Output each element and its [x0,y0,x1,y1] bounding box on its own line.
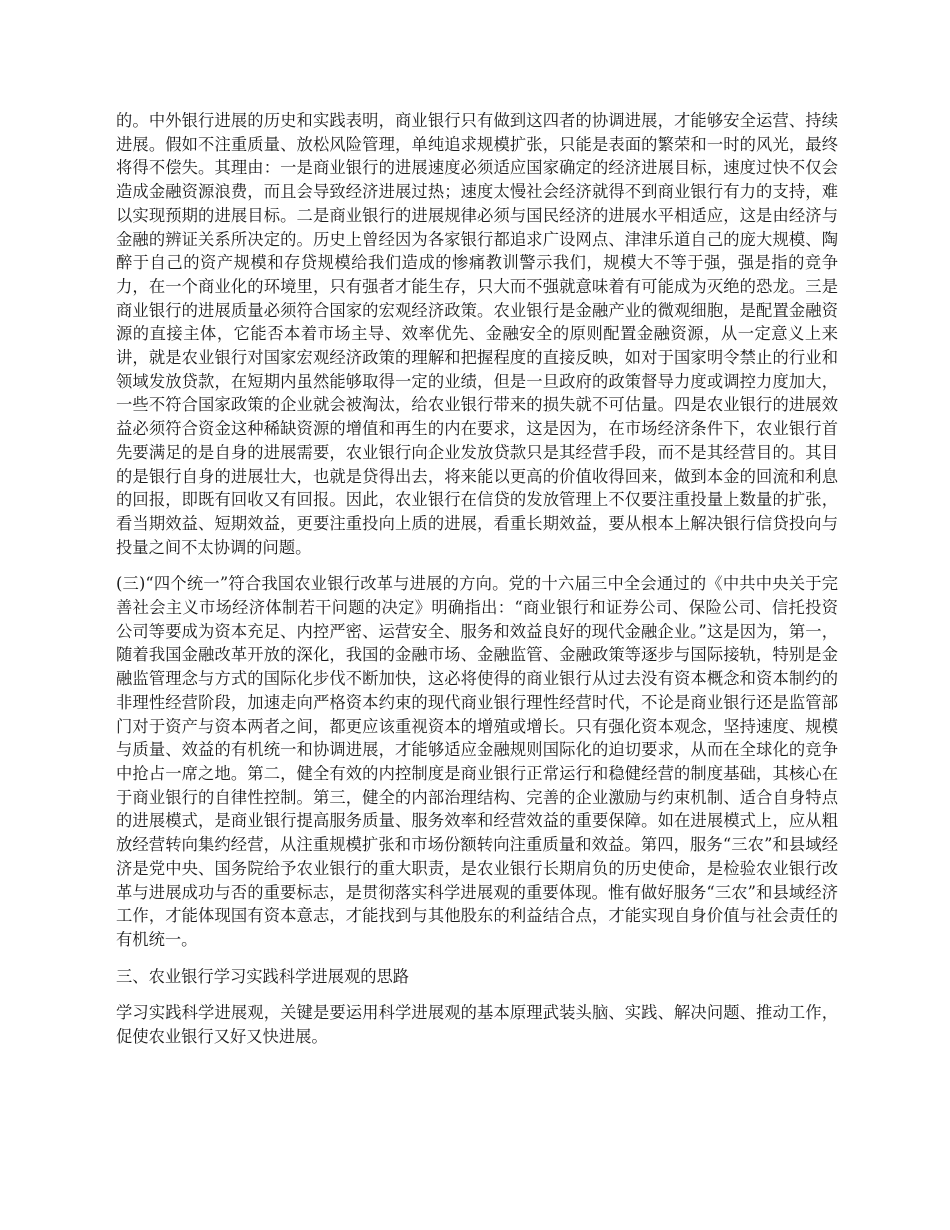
section-heading: 三、农业银行学习实践科学进展观的思路 [116,966,410,986]
document-body [116,109,838,1062]
body-paragraph-3: 学习实践科学进展观，关键是要运用科学进展观的基本原理武装头脑、实践、解决问题、推动工作，促使农业银行又好又快进展。 [116,1003,838,1047]
body-paragraph-2: (三)“四个统一”符合我国农业银行改革与进展的方向。党的十六届三中全会通过的《中共中央关于完善社会主义市场经济体制若干问题的决定》明确指出：“商业银行和证券公司、保险公司、信托投资公司等要成为资本充足、内控严密、运营安全、服务和效益良好的现代金融企业。”这是因为，第一，随着我国金融改革开放的深化，我国的金融市场、金融监管、金融政策等逐步与国际接轨，特别是金融监管理念与方式的国际化步伐不断加快，这必将使得的商业银行从过去没有资本概念和资本制约的非理性经营阶段，加速走向严格资本约束的现代商业银行理性经营时代，不论是商业银行还是监管部门对于资产与资本两者之间，都更应该重视资本的增殖或增长。只有强化资本观念，坚持速度、规模与质量、效益的有机统一和协调进展，才能够适应金融规则国际化的迫切要求，从而在全球化的竞争中抢占一席之地。第二，健全有效的内控制度是商业银行正常运行和稳健经营的制度基础，其核心在于商业银行的自律性控制。第三，健全的内部治理结构、完善的企业激励与约束机制、适合自身特点的进展模式，是商业银行提高服务质量、服务效率和经营效益的重要保障。如在进展模式上，应从粗放经营转向集约经营，从注重规模扩张和市场份额转向注重质量和效益。第四，服务“三农”和县域经济是党中央、国务院给予农业银行的重大职责，是农业银行长期肩负的历史使命，是检验农业银行改革与进展成功与否的重要标志，是贯彻落实科学进展观的重要体现。惟有做好服务“三农”和县域经济工作，才能体现国有资本意志，才能找到与其他股东的利益结合点，才能实现自身价值与社会责任的有机统一。 [116,574,838,949]
body-paragraph-1: 的。中外银行进展的历史和实践表明，商业银行只有做到这四者的协调进展，才能够安全运营、持续进展。假如不注重质量、放松风险管理，单纯追求规模扩张，只能是表面的繁荣和一时的风光，最终将得不偿失。其理由：一是商业银行的进展速度必须适应国家确定的经济进展目标，速度过快不仅会造成金融资源浪费，而且会导致经济进展过热；速度太慢社会经济就得不到商业银行有力的支持，难以实现预期的进展目标。二是商业银行的进展规律必须与国民经济的进展水平相适应，这是由经济与金融的辨证关系所决定的。历史上曾经因为各家银行都追求广设网点、津津乐道自己的庞大规模、陶醉于自己的资产规模和存贷规模给我们造成的惨痛教训警示我们，规模大不等于强，强是指的竞争力，在一个商业化的环境里，只有强者才能生存，只大而不强就意味着有可能成为灭绝的恐龙。三是商业银行的进展质量必须符合国家的宏观经济政策。农业银行是金融产业的微观细胞，是配置金融资源的直接主体，它能否本着市场主导、效率优先、金融安全的原则配置金融资源，从一定意义上来讲，就是农业银行对国家宏观经济政策的理解和把握程度的直接反映，如对于国家明令禁止的行业和领域发放贷款，在短期内虽然能够取得一定的业绩，但是一旦政府的政策督导力度或调控力度加大，一些不符合国家政策的企业就会被淘汰，给农业银行带来的损失就不可估量。四是农业银行的进展效益必须符合资金这种稀缺资源的增值和再生的内在要求，这是因为，在市场经济条件下，农业银行首先要满足的是自身的进展需要，农业银行向企业发放贷款只是其经营手段，而不是其经营目的。其目的是银行自身的进展壮大，也就是贷得出去，将来能以更高的价值收得回来，做到本金的回流和利息的回报，即既有回收又有回报。因此，农业银行在信贷的发放管理上不仅要注重投量上数量的扩张，看当期效益、短期效益，更要注重投向上质的进展，看重长期效益，要从根本上解决银行信贷投向与投量之间不太协调的问题。 [116,111,838,557]
